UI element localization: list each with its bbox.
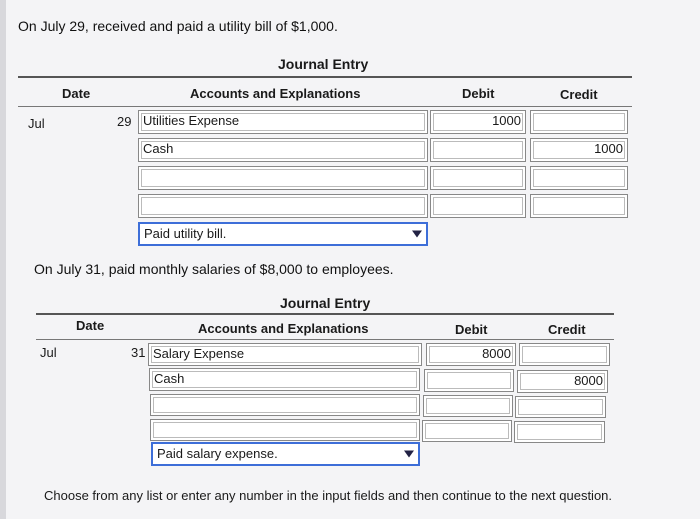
entry-2-header-credit: Credit xyxy=(548,322,586,337)
entry-1-day: 29 xyxy=(117,114,132,129)
dropdown-arrow-icon xyxy=(404,451,414,458)
entry-1-debit-field-3[interactable] xyxy=(430,166,526,190)
entry-1-debit-field-1[interactable]: 1000 xyxy=(430,110,526,134)
entry-1-header-date: Date xyxy=(62,86,91,101)
entry-2-top-rule xyxy=(36,313,614,315)
entry-1-credit-field-1[interactable] xyxy=(530,110,628,134)
entry-1-credit-field-4[interactable] xyxy=(530,194,628,218)
entry-2-credit-field-2[interactable]: 8000 xyxy=(517,370,608,393)
entry-1-account-field-1[interactable]: Utilities Expense xyxy=(138,110,428,134)
entry-2-account-field-3[interactable] xyxy=(150,394,420,416)
window-edge xyxy=(0,0,6,519)
dropdown-arrow-icon xyxy=(412,231,422,238)
entry-1-header-rule xyxy=(18,106,632,107)
question-1-text: On July 29, received and paid a utility bill of $1,000. xyxy=(18,18,338,34)
entry-1-top-rule xyxy=(18,76,632,78)
entry-2-account-field-2[interactable]: Cash xyxy=(149,368,420,391)
entry-2-header-debit: Debit xyxy=(455,322,488,337)
entry-2-debit-field-4[interactable] xyxy=(422,420,512,442)
entry-1-explanation-value: Paid utility bill. xyxy=(144,226,227,241)
entry-1-month: Jul xyxy=(28,116,45,131)
entry-2-explanation-select[interactable] xyxy=(151,442,420,466)
entry-2-debit-field-2[interactable] xyxy=(424,369,514,392)
entry-2-account-field-4[interactable] xyxy=(150,419,420,441)
entry-1-credit-field-3[interactable] xyxy=(530,166,628,190)
entry-1-header-debit: Debit xyxy=(462,86,495,101)
entry-1-account-field-3[interactable] xyxy=(138,166,428,190)
entry-2-debit-field-3[interactable] xyxy=(423,395,513,417)
journal-entry-1-title: Journal Entry xyxy=(278,56,369,72)
entry-2-debit-field-1[interactable]: 8000 xyxy=(426,343,516,366)
journal-entry-2-title: Journal Entry xyxy=(280,295,371,311)
entry-1-debit-field-4[interactable] xyxy=(430,194,526,218)
entry-1-account-field-2[interactable]: Cash xyxy=(138,138,428,162)
entry-2-credit-field-1[interactable] xyxy=(519,343,610,366)
entry-2-credit-field-3[interactable] xyxy=(515,396,606,418)
instruction-footer: Choose from any list or enter any number in the input fields and then continue to the next question. xyxy=(44,488,613,503)
entry-2-header-rule xyxy=(36,339,614,340)
entry-2-credit-field-4[interactable] xyxy=(514,421,605,443)
question-2-text: On July 31, paid monthly salaries of $8,000 to employees. xyxy=(34,261,394,277)
entry-1-credit-field-2[interactable]: 1000 xyxy=(530,138,628,162)
entry-2-explanation-value: Paid salary expense. xyxy=(157,446,278,461)
entry-1-header-accounts: Accounts and Explanations xyxy=(190,86,361,101)
entry-1-account-field-4[interactable] xyxy=(138,194,428,218)
entry-2-header-date: Date xyxy=(76,318,105,333)
entry-1-debit-field-2[interactable] xyxy=(430,138,526,162)
entry-2-month: Jul xyxy=(40,345,57,360)
entry-1-explanation-select[interactable] xyxy=(138,222,428,246)
entry-1-header-credit: Credit xyxy=(560,87,598,102)
entry-2-day: 31 xyxy=(131,345,146,360)
entry-2-account-field-1[interactable]: Salary Expense xyxy=(148,343,422,366)
entry-2-header-accounts: Accounts and Explanations xyxy=(198,321,369,336)
